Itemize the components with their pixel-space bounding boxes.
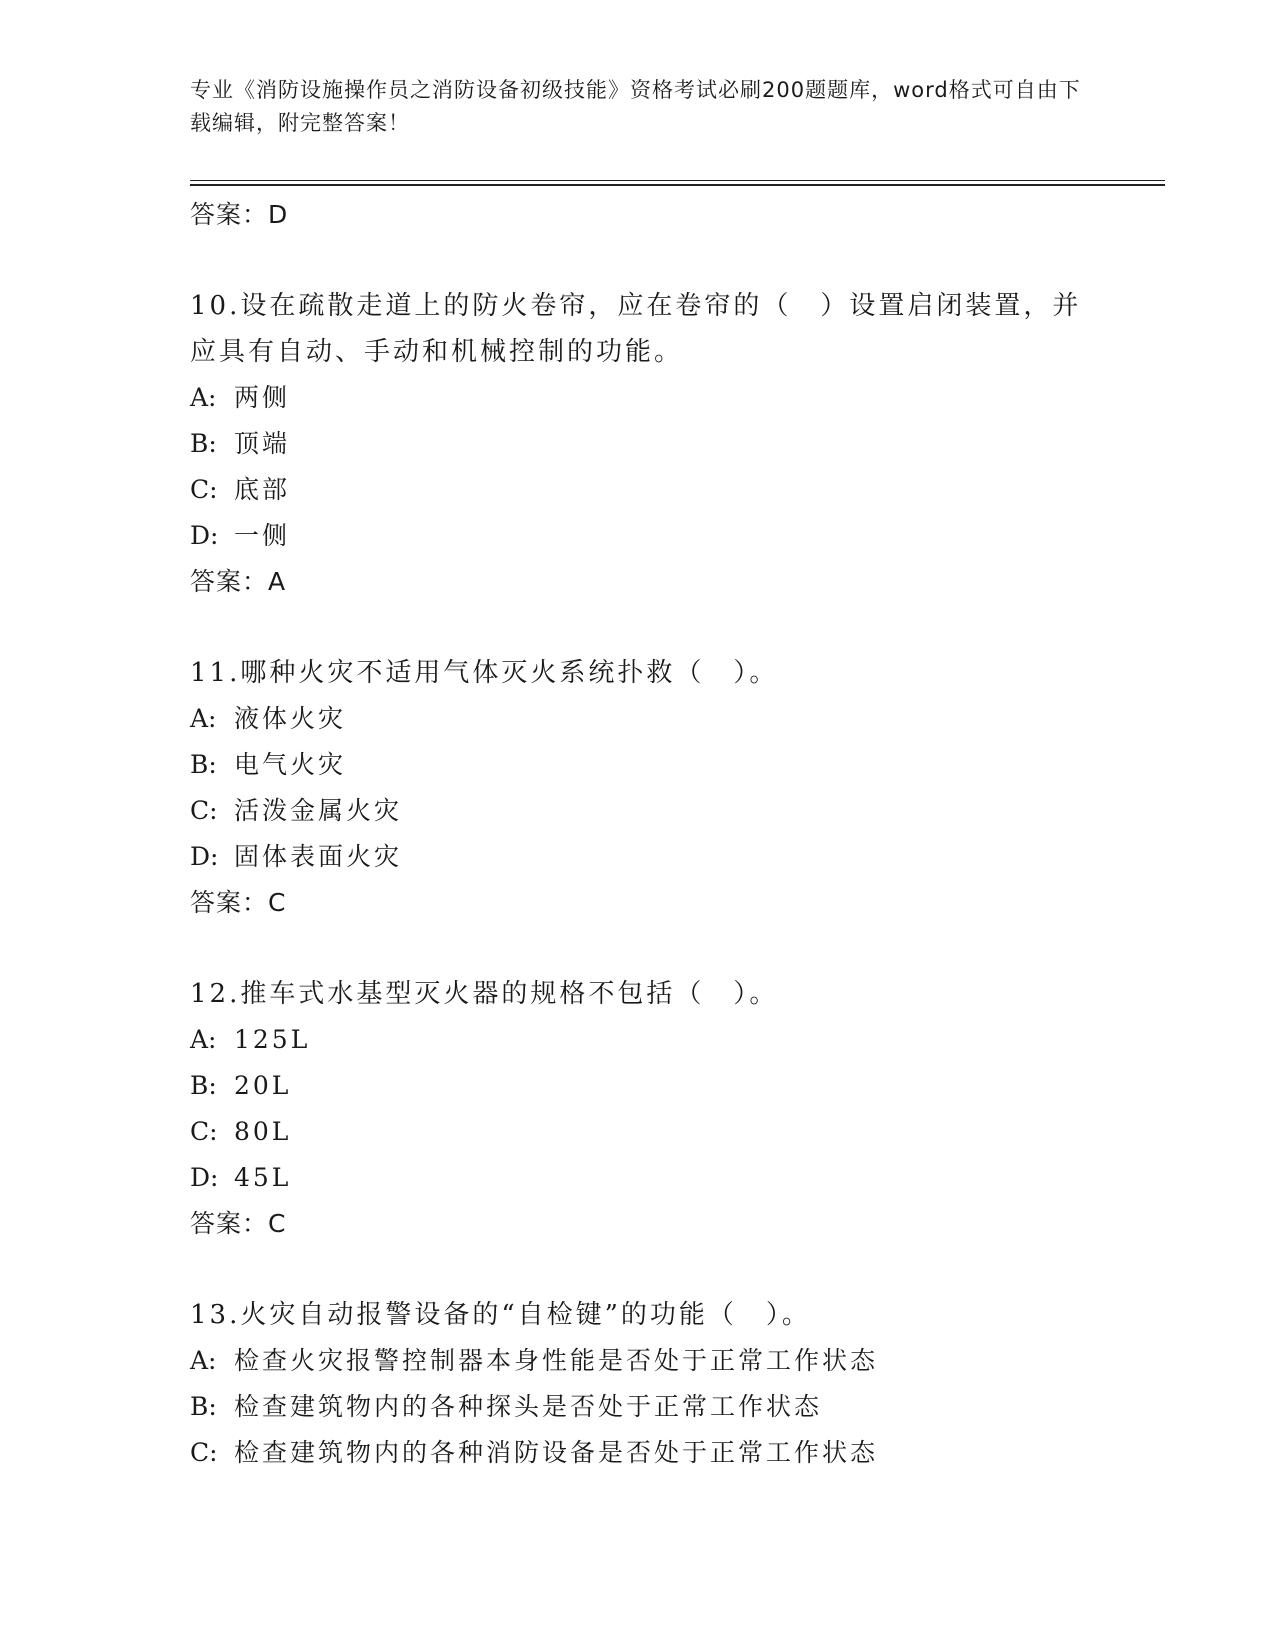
option-letter: C:	[190, 796, 218, 825]
option-item	[190, 696, 1090, 742]
option-text: 两侧	[234, 383, 291, 412]
option-text: 125L	[234, 1025, 311, 1054]
question-block	[190, 971, 1090, 1247]
option-item	[190, 1109, 1090, 1155]
question-block	[190, 650, 1090, 926]
option-item	[190, 1430, 1090, 1476]
option-text: 一侧	[234, 521, 291, 550]
option-letter: D:	[190, 1163, 219, 1192]
option-item	[190, 1155, 1090, 1201]
option-item	[190, 1384, 1090, 1430]
option-item	[190, 1338, 1090, 1384]
option-text: 液体火灾	[234, 704, 347, 733]
option-item	[190, 788, 1090, 834]
option-text: 20L	[234, 1071, 292, 1100]
option-item	[190, 421, 1090, 467]
answer-line: 答案：C	[190, 888, 287, 917]
question-text: 11.哪种火灾不适用气体灭火系统扑救（ ）。	[190, 658, 779, 688]
option-letter: B:	[190, 429, 217, 458]
option-item	[190, 375, 1090, 421]
answer-line: 答案：C	[190, 1209, 287, 1238]
option-text: 顶端	[234, 429, 291, 458]
option-letter: C:	[190, 1117, 218, 1146]
document-header: 专业《消防设施操作员之消防设备初级技能》资格考试必刷200题题库，word格式可自由下载编辑，附完整答案！	[190, 78, 1081, 135]
option-letter: A:	[190, 1346, 217, 1375]
option-text: 电气火灾	[234, 750, 347, 779]
option-letter: D:	[190, 521, 219, 550]
option-text: 检查火灾报警控制器本身性能是否处于正常工作状态	[234, 1346, 879, 1375]
option-item	[190, 742, 1090, 788]
option-letter: A:	[190, 1025, 217, 1054]
option-text: 活泼金属火灾	[234, 796, 403, 825]
option-item	[190, 1017, 1090, 1063]
option-letter: A:	[190, 704, 217, 733]
header-rule-thin	[190, 180, 1165, 181]
option-letter: C:	[190, 1438, 218, 1467]
question-block	[190, 1292, 1090, 1476]
option-text: 检查建筑物内的各种探头是否处于正常工作状态	[234, 1392, 823, 1421]
question-text: 12.推车式水基型灭火器的规格不包括（ ）。	[190, 979, 779, 1009]
question-list	[190, 192, 1090, 1476]
answer-line: 答案：D	[190, 200, 289, 229]
option-letter: B:	[190, 1392, 217, 1421]
option-text: 80L	[234, 1117, 292, 1146]
option-item	[190, 1063, 1090, 1109]
option-letter: B:	[190, 1071, 217, 1100]
option-text: 固体表面火灾	[234, 842, 403, 871]
option-letter: D:	[190, 842, 219, 871]
option-letter: C:	[190, 475, 218, 504]
question-text: 13.火灾自动报警设备的“自检键”的功能（ ）。	[190, 1300, 811, 1330]
question-block	[190, 283, 1090, 605]
option-item	[190, 513, 1090, 559]
option-text: 45L	[234, 1163, 292, 1192]
option-letter: A:	[190, 383, 217, 412]
option-item	[190, 834, 1090, 880]
option-text: 底部	[234, 475, 291, 504]
option-text: 检查建筑物内的各种消防设备是否处于正常工作状态	[234, 1438, 879, 1467]
option-item	[190, 467, 1090, 513]
option-letter: B:	[190, 750, 217, 779]
header-rule-thick	[190, 184, 1165, 186]
question-text: 10.设在疏散走道上的防火卷帘，应在卷帘的（ ）设置启闭装置，并应具有自动、手动和机械控制的功能。	[190, 291, 1082, 367]
answer-line: 答案：A	[190, 567, 287, 596]
